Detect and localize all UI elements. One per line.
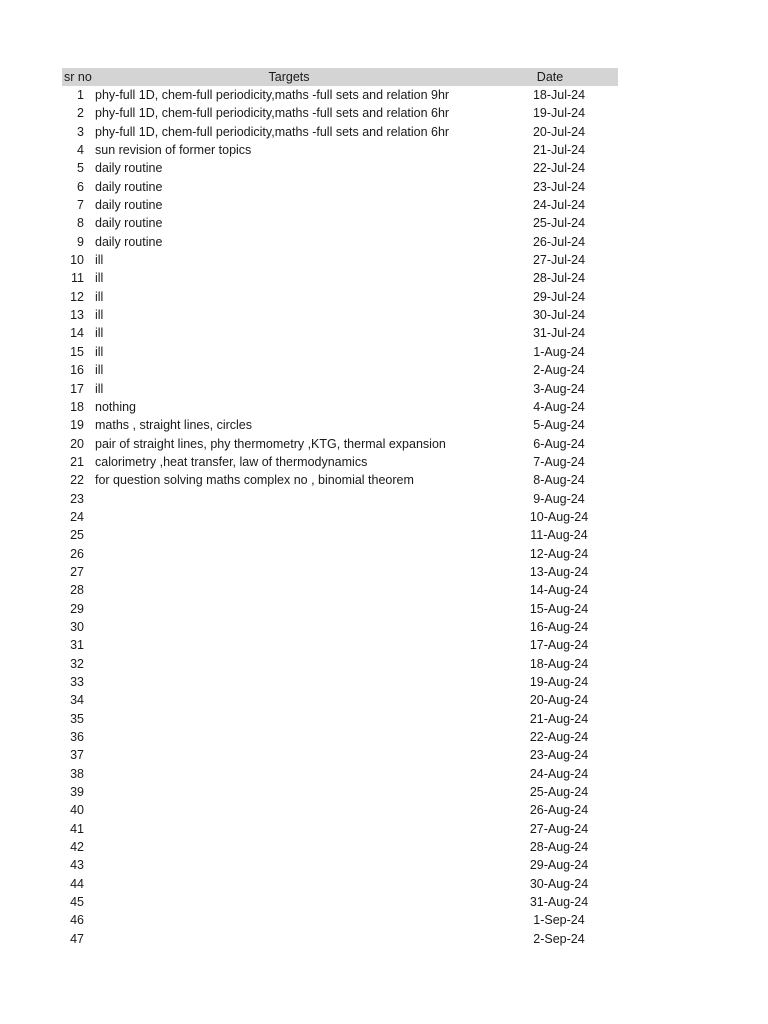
table-row <box>62 728 618 746</box>
table-row <box>62 875 618 893</box>
row-date: 23-Aug-24 <box>529 748 589 763</box>
row-sr-no: 33 <box>70 675 84 689</box>
row-target <box>84 673 500 691</box>
row-sr-no: 43 <box>70 858 84 873</box>
row-target <box>84 691 500 709</box>
row-target: daily routine <box>95 161 163 176</box>
row-sr-no: 5 <box>77 161 84 176</box>
row-sr-no: 29 <box>70 601 84 616</box>
row-target: daily routine <box>95 179 163 194</box>
row-target <box>84 710 500 728</box>
row-target: phy-full 1D, chem-full periodicity,maths -full sets and relation 6hr <box>95 124 450 139</box>
table-row <box>62 435 618 453</box>
row-target <box>84 930 500 948</box>
row-sr-no: 11 <box>71 271 84 286</box>
table-row <box>62 545 618 563</box>
row-sr-no: 42 <box>70 840 84 855</box>
row-sr-no: 8 <box>77 216 84 231</box>
row-date: 11-Aug-24 <box>530 528 588 543</box>
row-date: 12-Aug-24 <box>529 546 589 561</box>
table-row <box>62 581 618 599</box>
table-row <box>62 251 618 269</box>
table-row <box>62 471 618 489</box>
row-target <box>84 746 500 764</box>
targets-table <box>62 68 618 948</box>
row-sr-no: 12 <box>70 289 84 304</box>
row-sr-no: 39 <box>70 785 84 800</box>
row-date: 30-Aug-24 <box>529 876 589 891</box>
row-date: 31-Aug-24 <box>529 895 589 910</box>
row-target: calorimetry ,heat transfer, law of thermodynamics <box>95 454 368 469</box>
row-sr-no: 30 <box>70 619 84 634</box>
row-target <box>84 655 500 673</box>
row-date: 29-Jul-24 <box>532 289 586 304</box>
row-sr-no: 44 <box>70 876 84 891</box>
table-row <box>62 655 618 673</box>
table-row <box>62 746 618 764</box>
table-row <box>62 361 618 379</box>
row-sr-no: 6 <box>77 179 84 194</box>
row-target: ill <box>95 253 104 268</box>
row-sr-no: 1 <box>77 88 84 102</box>
row-sr-no: 16 <box>70 363 84 378</box>
row-date: 14-Aug-24 <box>529 583 589 598</box>
row-date: 23-Jul-24 <box>532 179 586 194</box>
row-sr-no: 10 <box>70 253 84 268</box>
row-sr-no: 17 <box>70 381 84 396</box>
row-date: 27-Aug-24 <box>529 821 589 836</box>
row-target: maths , straight lines, circles <box>95 418 252 433</box>
row-date: 10-Aug-24 <box>529 509 589 524</box>
row-sr-no: 14 <box>70 326 84 341</box>
row-date: 4-Aug-24 <box>533 399 585 414</box>
row-sr-no: 28 <box>70 583 84 598</box>
row-date: 31-Jul-24 <box>532 326 586 341</box>
table-row <box>62 856 618 874</box>
row-sr-no: 45 <box>70 895 84 910</box>
row-target: phy-full 1D, chem-full periodicity,maths -full sets and relation 9hr <box>95 88 450 102</box>
row-sr-no: 4 <box>77 143 84 158</box>
row-date: 26-Jul-24 <box>532 234 586 249</box>
row-sr-no: 35 <box>70 711 84 726</box>
row-date: 1-Aug-24 <box>533 344 585 359</box>
table-row <box>62 783 618 801</box>
header-sr-no: sr no <box>64 70 92 84</box>
row-sr-no: 26 <box>70 546 84 561</box>
table-row <box>62 416 618 434</box>
table-row <box>62 343 618 361</box>
row-sr-no: 18 <box>70 399 84 414</box>
row-target: daily routine <box>95 234 163 249</box>
row-target <box>84 490 500 508</box>
row-target: ill <box>95 344 104 359</box>
row-target: daily routine <box>95 198 163 213</box>
row-date: 28-Aug-24 <box>529 840 589 855</box>
row-sr-no: 7 <box>77 198 84 213</box>
row-sr-no: 36 <box>70 730 84 745</box>
table-row <box>62 178 618 196</box>
row-sr-no: 41 <box>70 821 84 836</box>
row-date: 21-Jul-24 <box>532 143 586 158</box>
row-date: 20-Jul-24 <box>532 124 586 139</box>
row-date: 28-Jul-24 <box>532 271 586 286</box>
row-date: 13-Aug-24 <box>529 564 589 579</box>
row-sr-no: 25 <box>70 528 84 543</box>
header-date: Date <box>536 70 564 84</box>
row-sr-no: 38 <box>70 766 84 781</box>
row-date: 19-Aug-24 <box>529 675 589 689</box>
table-row <box>62 600 618 618</box>
row-sr-no: 19 <box>70 418 84 433</box>
row-target: phy-full 1D, chem-full periodicity,maths -full sets and relation 6hr <box>95 106 450 121</box>
row-target <box>84 600 500 618</box>
table-row <box>62 269 618 287</box>
row-target: nothing <box>95 399 137 414</box>
row-date: 17-Aug-24 <box>529 638 589 653</box>
row-date: 3-Aug-24 <box>533 381 585 396</box>
table-row <box>62 490 618 508</box>
row-target <box>84 618 500 636</box>
row-target <box>84 508 500 526</box>
row-sr-no: 22 <box>70 473 84 488</box>
table-row <box>62 911 618 929</box>
row-date: 19-Jul-24 <box>532 106 586 121</box>
row-sr-no: 9 <box>77 234 84 249</box>
row-date: 5-Aug-24 <box>533 418 585 433</box>
row-target <box>84 783 500 801</box>
row-target: ill <box>95 363 104 378</box>
table-row <box>62 141 618 159</box>
table-row <box>62 820 618 838</box>
row-sr-no: 3 <box>77 124 84 139</box>
table-row <box>62 893 618 911</box>
row-date: 24-Jul-24 <box>532 198 586 213</box>
row-target: daily routine <box>95 216 163 231</box>
table-row <box>62 801 618 819</box>
row-date: 2-Aug-24 <box>533 363 585 378</box>
table-row <box>62 380 618 398</box>
row-date: 24-Aug-24 <box>529 766 589 781</box>
row-target <box>84 856 500 874</box>
table-row <box>62 123 618 141</box>
row-date: 2-Sep-24 <box>533 931 585 946</box>
row-date: 9-Aug-24 <box>533 491 585 506</box>
table-row <box>62 710 618 728</box>
row-date: 26-Aug-24 <box>529 803 589 818</box>
table-row <box>62 691 618 709</box>
row-date: 18-Aug-24 <box>529 656 589 671</box>
row-target: ill <box>95 271 104 286</box>
row-sr-no: 21 <box>70 454 84 469</box>
row-sr-no: 27 <box>70 564 84 579</box>
row-date: 8-Aug-24 <box>533 473 585 488</box>
table-row <box>62 673 618 691</box>
table-row <box>62 765 618 783</box>
row-target <box>84 893 500 911</box>
row-date: 15-Aug-24 <box>529 601 589 616</box>
table-row <box>62 508 618 526</box>
row-date: 25-Aug-24 <box>529 785 589 800</box>
row-target: ill <box>95 381 104 396</box>
table-row <box>62 526 618 544</box>
row-target: ill <box>95 308 104 323</box>
row-target <box>84 636 500 654</box>
table-row <box>62 563 618 581</box>
row-date: 18-Jul-24 <box>532 88 586 102</box>
table-row <box>62 233 618 251</box>
table-row <box>62 196 618 214</box>
table-header-row <box>62 68 618 86</box>
table-body <box>62 86 618 948</box>
row-sr-no: 13 <box>70 308 84 323</box>
row-date: 30-Jul-24 <box>532 308 586 323</box>
row-target <box>84 838 500 856</box>
row-sr-no: 24 <box>70 509 84 524</box>
table-row <box>62 159 618 177</box>
row-date: 27-Jul-24 <box>532 253 586 268</box>
row-date: 29-Aug-24 <box>529 858 589 873</box>
row-target <box>84 765 500 783</box>
row-date: 1-Sep-24 <box>533 913 585 928</box>
row-date: 22-Jul-24 <box>532 161 586 176</box>
row-target <box>84 728 500 746</box>
row-target <box>84 820 500 838</box>
table-row <box>62 838 618 856</box>
row-target <box>84 875 500 893</box>
row-target: sun revision of former topics <box>95 143 252 158</box>
table-row <box>62 86 618 104</box>
row-target <box>84 545 500 563</box>
table-row <box>62 398 618 416</box>
row-sr-no: 40 <box>70 803 84 818</box>
row-target <box>84 581 500 599</box>
row-sr-no: 37 <box>70 748 84 763</box>
row-sr-no: 15 <box>70 344 84 359</box>
row-date: 16-Aug-24 <box>529 619 589 634</box>
row-target: for question solving maths complex no , binomial theorem <box>95 473 414 488</box>
row-sr-no: 2 <box>77 106 84 121</box>
row-target: ill <box>95 289 104 304</box>
row-date: 6-Aug-24 <box>533 436 585 451</box>
table-row <box>62 104 618 122</box>
row-target <box>84 801 500 819</box>
table-row <box>62 636 618 654</box>
row-date: 21-Aug-24 <box>529 711 589 726</box>
row-sr-no: 47 <box>70 931 84 946</box>
row-sr-no: 20 <box>70 436 84 451</box>
row-target <box>84 563 500 581</box>
table-row <box>62 453 618 471</box>
table-row <box>62 618 618 636</box>
row-target: pair of straight lines, phy thermometry ,KTG, thermal expansion <box>95 436 446 451</box>
table-row <box>62 306 618 324</box>
row-sr-no: 31 <box>70 638 84 653</box>
row-date: 7-Aug-24 <box>533 454 585 469</box>
table-row <box>62 324 618 342</box>
table-row <box>62 930 618 948</box>
row-sr-no: 23 <box>70 491 84 506</box>
row-date: 20-Aug-24 <box>529 693 589 708</box>
row-target: ill <box>95 326 104 341</box>
row-sr-no: 46 <box>70 913 84 928</box>
row-date: 25-Jul-24 <box>532 216 586 231</box>
row-target <box>84 911 500 929</box>
row-date: 22-Aug-24 <box>529 730 589 745</box>
row-target <box>84 526 500 544</box>
header-targets: Targets <box>268 70 310 84</box>
row-sr-no: 32 <box>70 656 84 671</box>
table-row <box>62 214 618 232</box>
table-row <box>62 288 618 306</box>
row-sr-no: 34 <box>70 693 84 708</box>
